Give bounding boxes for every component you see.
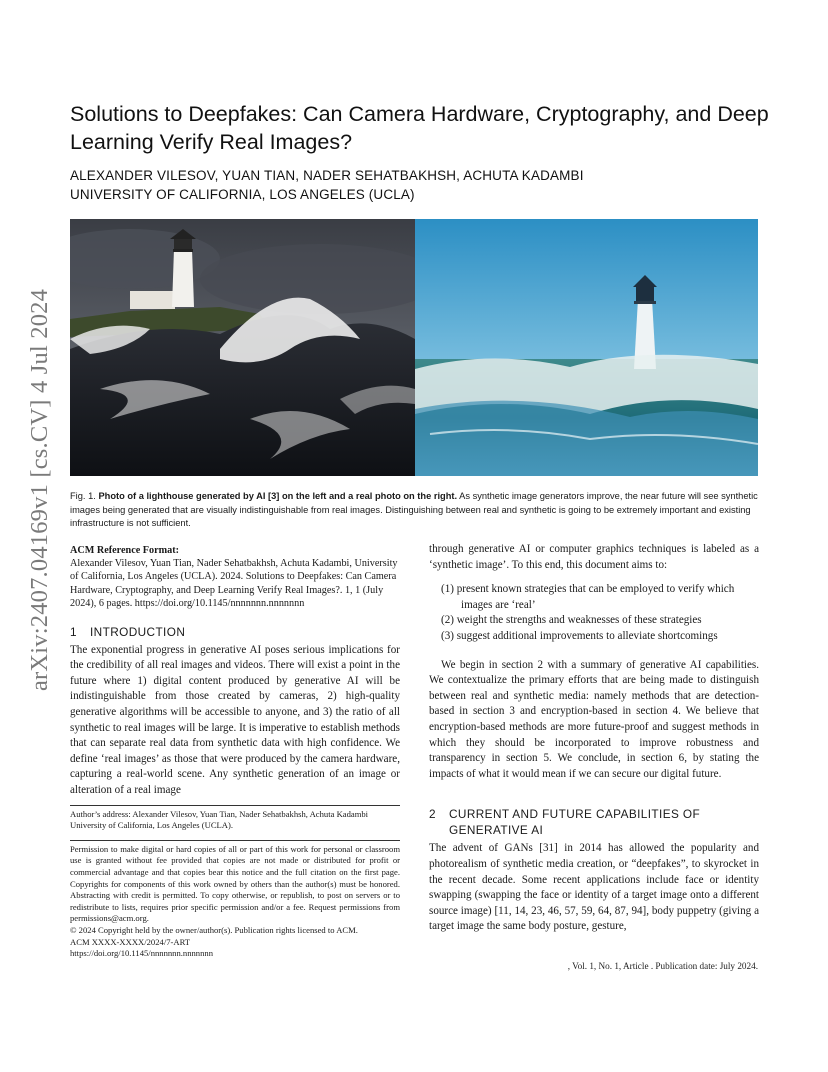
right-column: [429, 542, 759, 935]
arxiv-id: arXiv:2407.04169v1 [cs.CV] 4 Jul 2024: [26, 288, 53, 692]
author-block: [70, 166, 770, 204]
overview-paragraph: We begin in section 2 with a summary of generative AI capabilities. We contextualize the primary efforts that are being made to distinguish between real and synthetic media: namely methods that are detection-based in section 3 and encryption-based in section 4. We believe that encryption-based methods are more future-proof and suggest methods in which they should be incorporated to improve robustness and transparency in section 5. We conclude, in section 6, by stating the impacts of what it would mean if we can secure our digital future.: [429, 658, 759, 780]
caption-bold: Photo of a lighthouse generated by AI [3] on the left and a real photo on the right.: [98, 491, 458, 501]
section-1-number: 1: [70, 624, 77, 639]
list-item: (2) weight the strengths and weaknesses of these strategies: [441, 614, 702, 627]
acm-code: ACM XXXX-XXXX/2024/7-ART: [70, 936, 191, 947]
figure-1: [70, 219, 758, 476]
doi-link[interactable]: https://doi.org/10.1145/nnnnnnn.nnnnnnn: [70, 948, 213, 959]
intro-paragraph: The exponential progress in generative AI poses serious implications for the credibility of all real images and videos. There will exist a point in the future where 1) digital content produced by generative AI will be indistinguishable from those created by cameras, 2) high-quality generative algorithms will be accessible to anyone, and 3) the ratio of all synthetic to real images will be large. It is imperative to establish methods that can separate real data from synthetic data with high confidence. We define ‘real images’ as those that were produced by the camera hardware, capturing a real-world scene. Any synthetic generation of an image or alteration of a real image: [70, 643, 400, 796]
section-2-title-line2: GENERATIVE AI: [449, 823, 544, 838]
ai-lighthouse-image: [70, 219, 440, 476]
paper-title: Solutions to Deepfakes: Can Camera Hardware, Cryptography, and Deep Learning Verify Real Images?: [70, 102, 769, 154]
section-2-paragraph: The advent of GANs [31] in 2014 has allowed the popularity and photorealism of synthetic media creation, or “deepfakes”, to skyrocket in the recent decade. Some recent applications include face or identity swapping (swapping the face or identity of a target image onto a different source image) [11, 14, 23, 46, 57, 59, 64, 87, 94], body puppetry (giving a target image the same body posture, gesture,: [429, 842, 759, 933]
section-1-heading: [70, 624, 400, 640]
author-affiliation: UNIVERSITY OF CALIFORNIA, LOS ANGELES (UCLA): [70, 187, 415, 202]
section-2-number: 2: [429, 807, 436, 822]
copyright-line: © 2024 Copyright held by the owner/author(s). Publication rights licensed to ACM.: [70, 924, 358, 935]
continuation-paragraph: through generative AI or computer graphics techniques is labeled as a ‘synthetic image’. To this end, this document aims to:: [429, 543, 759, 571]
section-2-title-line1: CURRENT AND FUTURE CAPABILITIES OF: [449, 807, 701, 822]
caption-text: As synthetic image generators improve, the near future will see synthetic images being generated that are visually indistinguishable from real images. Distinguishing between real and synthetic is going to be extremely important and existing infrastructure is not sufficient.: [70, 491, 758, 529]
acm-ref-heading: ACM Reference Format:: [70, 545, 179, 556]
arxiv-stamp: [20, 288, 60, 692]
list-item: (3) suggest additional improvements to alleviate shortcomings: [441, 629, 718, 642]
list-item: (1) present known strategies that can be employed to verify which images are ‘real’: [441, 583, 735, 611]
real-lighthouse-image: [415, 219, 758, 476]
aims-list: [429, 582, 759, 644]
section-2-heading: [429, 806, 759, 838]
acm-ref-body: Alexander Vilesov, Yuan Tian, Nader Sehatbakhsh, Achuta Kadambi, University of California, Los Angeles (UCLA). 2024. Solutions to Deepfakes: Can Camera Hardware, Cryptography, and Deep Learning Verify Real Images?. 1, 1 (July 2024), 6 pages. https://doi.org/10.1145/nnnnnnn.nnnnnnn: [70, 558, 398, 610]
author-address: Author’s address: Alexander Vilesov, Yuan Tian, Nader Sehatbakhsh, Achuta Kadambi University of California, Los Angeles (UCLA).: [70, 808, 369, 831]
figure-caption: [70, 490, 758, 531]
page-footer: , Vol. 1, No. 1, Article . Publication date: July 2024.: [567, 961, 758, 971]
author-names: ALEXANDER VILESOV, YUAN TIAN, NADER SEHATBAKHSH, ACHUTA KADAMBI: [70, 168, 584, 183]
section-1-title: INTRODUCTION: [90, 624, 186, 639]
caption-label: Fig. 1.: [70, 491, 96, 501]
permission-notice: Permission to make digital or hard copies of all or part of this work for personal or classroom use is granted without fee provided that copies are not made or distributed for profit or commercial advantage and that copies bear this notice and the full citation on the first page. Copyrights for components of this work owned by others than the author(s) must be honored. Abstracting with credit is permitted. To copy otherwise, or republish, to post on servers or to redistribute to lists, requires prior specific permission and/or a fee. Request permissions from permissions@acm.org.: [70, 843, 400, 924]
left-column: [70, 545, 400, 960]
